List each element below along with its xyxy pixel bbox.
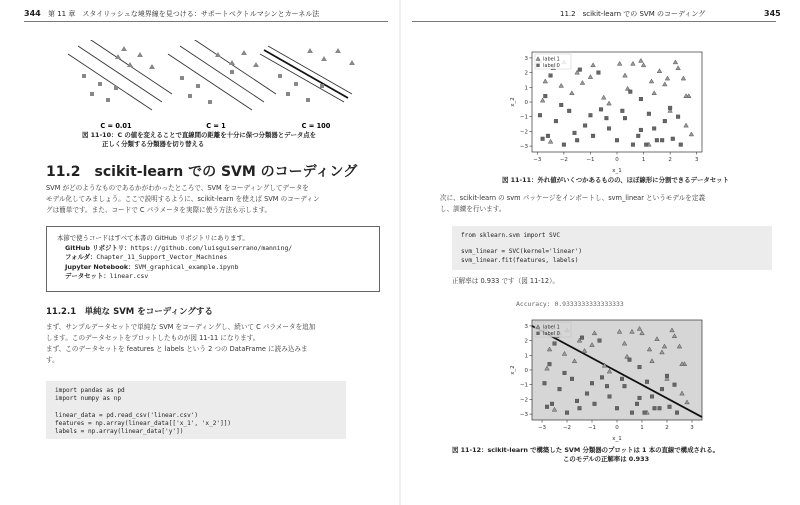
- data-point-label-0: [605, 116, 609, 120]
- y-tick-label: 3: [524, 55, 528, 62]
- legend-marker-label-0: [536, 64, 539, 67]
- y-tick-label: 3: [524, 323, 528, 330]
- y-tick-label: 1: [524, 85, 528, 92]
- data-point-label-0: [679, 143, 683, 147]
- info-item-folder: [57, 253, 369, 263]
- x-tick-label: 3: [690, 425, 694, 431]
- data-point-label-0: [580, 336, 584, 340]
- y-tick-label: −3: [519, 144, 528, 151]
- data-point-label-0: [660, 138, 664, 142]
- data-point-label-0: [548, 362, 552, 366]
- data-point-label-0: [553, 342, 557, 346]
- data-point-label-0: [570, 377, 574, 381]
- x-tick-label: 3: [694, 157, 699, 163]
- x-tick-label: 1: [641, 157, 646, 163]
- data-point-label-0: [668, 106, 672, 110]
- data-point-label-0: [673, 383, 677, 387]
- x-tick-label: −1: [587, 425, 597, 431]
- data-point-label-0: [639, 97, 643, 101]
- legend-label: label 0: [543, 331, 560, 338]
- y-axis-label: x_2: [510, 365, 516, 375]
- code-block-load-data: import pandas as pd import numpy as np linear_data = pd.read_csv('linear.csv') features = np.array(linear_data[['x_1', 'x_2']]) labels = np.array(linear_data['y']): [46, 381, 346, 439]
- figure-11-10: [60, 40, 380, 132]
- data-point-label-0: [650, 395, 654, 399]
- legend-label: label 1: [543, 324, 560, 331]
- data-point-label-0: [591, 134, 595, 138]
- data-point-label-0: [600, 376, 604, 380]
- info-item-dataset: [57, 272, 369, 282]
- data-point-label-0: [541, 137, 545, 141]
- data-point-label-0: [647, 112, 651, 116]
- data-point-label-0: [573, 131, 577, 135]
- data-point-label-0: [599, 108, 603, 112]
- data-point-label-0: [621, 109, 625, 113]
- x-tick-label: 1: [640, 425, 644, 431]
- data-point-label-0: [605, 384, 609, 388]
- x-axis-label: x_1: [612, 436, 622, 442]
- y-tick-label: −1: [519, 114, 528, 121]
- data-point-label-0: [565, 411, 569, 415]
- figure-11-10-caption-line-1: 図 11-10：C の値を変えることで直線間の距離を十分に保つ分類器とデータ点を: [82, 131, 317, 139]
- y-tick-label: 0: [524, 368, 528, 374]
- data-point-label-0: [608, 395, 612, 399]
- data-point-label-0: [676, 115, 680, 119]
- data-point-label-0: [635, 402, 639, 406]
- figure-11-10-caption-line-2: 正しく分類する分類器を切り替える: [102, 140, 205, 148]
- data-point-label-0: [575, 399, 579, 403]
- data-point-label-0: [546, 134, 550, 138]
- x-tick-label: 0: [615, 157, 619, 163]
- right-paragraph-line: し、訓練を行います。: [440, 205, 506, 213]
- left-head-rule: [24, 21, 388, 22]
- figure-11-12-caption-line-2: このモデルの正解率は 0.933: [563, 455, 650, 463]
- data-point-label-0: [550, 402, 554, 406]
- data-point-label-0: [597, 71, 601, 75]
- x-axis-label: x_1: [612, 168, 622, 174]
- data-point-label-0: [562, 143, 566, 147]
- legend-label: label 0: [543, 63, 560, 70]
- data-point-label-0: [545, 405, 549, 409]
- data-point-label-0: [645, 380, 649, 384]
- y-tick-label: 2: [524, 70, 528, 77]
- subsection-paragraph-line: まず、このデータセットを features と labels という 2 つの DataFrame に読み込みま: [46, 345, 308, 353]
- info-label: データセット：: [65, 272, 110, 280]
- figure-11-11-caption: 図 11-11：外れ値がいくつかあるものの、ほぼ線形に分割できるデータセット: [502, 176, 729, 184]
- subsection-title: 11.2.1 単純な SVM をコーディングする: [46, 307, 213, 317]
- legend-label: label 1: [543, 56, 560, 63]
- info-item-repository: [57, 244, 369, 254]
- data-point-label-0: [543, 381, 547, 385]
- dataset-name: linear.csv: [109, 272, 149, 280]
- data-point-label-0: [658, 406, 662, 410]
- subsection-paragraph: [46, 322, 380, 366]
- subsection-paragraph-line: す。: [46, 356, 59, 364]
- figure-11-12-chart: [508, 316, 706, 442]
- data-point-label-0: [638, 396, 642, 400]
- data-point-label-0: [615, 138, 619, 142]
- data-point-label-0: [663, 119, 667, 123]
- data-point-label-0: [607, 127, 611, 131]
- right-head-rule: [412, 21, 776, 22]
- figure-11-12-caption-line-1: 図 11-12：scikit-learn で構築した SVM 分類器のプロットは 1 本の直線で構成される。: [452, 446, 720, 454]
- data-point-label-0: [636, 134, 640, 138]
- accuracy-sentence: 正解率は 0.933 です（図 11-12）。: [452, 277, 559, 285]
- y-axis-label: x_2: [510, 97, 516, 107]
- data-point-label-0: [593, 402, 597, 406]
- figure-11-11-chart: [508, 48, 706, 174]
- x-tick-label: 0: [615, 425, 619, 431]
- panel-c-1: [168, 40, 276, 110]
- data-point-label-0: [628, 90, 632, 94]
- notebook-name: SVM_graphical_example.ipynb: [134, 262, 239, 271]
- section-paragraph-line: SVM がどのようなものであるかがわかったところで、SVM をコーディングしてデータを: [46, 184, 309, 192]
- y-tick-label: −2: [519, 129, 528, 136]
- data-point-label-0: [559, 103, 563, 107]
- y-tick-label: −3: [519, 412, 528, 419]
- subsection-paragraph-line: します。このデータセットをプロットしたものが図 11-11 になります。: [46, 334, 260, 342]
- panel-c-100: [260, 46, 355, 102]
- x-tick-label: 2: [665, 425, 669, 431]
- section-paragraph: [46, 183, 376, 216]
- data-point-label-0: [578, 406, 582, 410]
- data-point-label-0: [639, 128, 643, 132]
- data-point-label-0: [675, 411, 679, 415]
- data-point-label-0: [598, 339, 602, 343]
- data-point-label-0: [615, 406, 619, 410]
- legend-marker-label-0: [536, 332, 539, 335]
- data-point-label-0: [554, 119, 558, 123]
- info-label: Jupyter Notebook：: [65, 262, 135, 271]
- data-point-label-0: [563, 371, 567, 375]
- data-point-label-0: [653, 406, 657, 410]
- x-tick-label: −3: [537, 425, 547, 431]
- info-label: フォルダ：: [65, 253, 97, 261]
- data-point-label-0: [583, 124, 587, 128]
- repository-url: https://github.com/luisguiserrano/manning/: [130, 243, 293, 252]
- y-tick-label: 1: [524, 353, 528, 360]
- x-tick-label: −2: [559, 157, 568, 163]
- data-point-label-0: [643, 411, 647, 415]
- section-title: 11.2 scikit-learn での SVM のコーディング: [46, 164, 358, 180]
- github-info-box: [46, 226, 380, 292]
- right-running-head: 11.2 scikit-learn での SVM のコーディング: [560, 10, 706, 18]
- data-point-label-0: [543, 94, 547, 98]
- x-tick-label: −1: [586, 157, 595, 163]
- data-point-label-0: [638, 365, 642, 369]
- right-paragraph: [440, 193, 780, 215]
- info-label: GitHub リポジトリ：: [65, 243, 131, 252]
- data-point-label-0: [644, 143, 648, 147]
- data-point-label-0: [671, 137, 675, 141]
- data-point-label-0: [590, 381, 594, 385]
- folder-name: Chapter_11_Support_Vector_Machines: [96, 253, 228, 261]
- left-page-number: 344: [24, 9, 41, 18]
- data-point-label-0: [538, 113, 542, 117]
- info-box-intro: 本節で使うコードはすべて本書の GitHub リポジトリにあります。: [57, 234, 249, 242]
- data-point-label-0: [585, 392, 589, 396]
- y-tick-label: 0: [524, 100, 528, 106]
- data-point-label-0: [665, 374, 669, 378]
- subsection-paragraph-line: まず、サンプルデータセットで単純な SVM をコーディングし、続いて C パラメータを追加: [46, 323, 316, 331]
- accuracy-output: Accuracy: 0.9333333333333333: [516, 300, 624, 308]
- section-paragraph-line: モデル化してみましょう。ここで説明するように、scikit-learn を使えば SVM のコーディン: [46, 195, 320, 203]
- y-tick-label: −2: [519, 397, 528, 404]
- data-point-label-0: [623, 116, 627, 120]
- data-point-label-0: [631, 143, 635, 147]
- data-point-label-0: [628, 358, 632, 362]
- panel-c-001: [68, 40, 172, 110]
- code-block-train-svm: from sklearn.svm import SVC svm_linear = SVC(kernel='linear') svm_linear.fit(features, labels): [452, 226, 772, 270]
- data-point-label-0: [620, 377, 624, 381]
- data-point-label-0: [630, 411, 634, 415]
- y-tick-label: −1: [519, 382, 528, 389]
- panel-label-c-1: C = 1: [206, 122, 226, 130]
- section-paragraph-line: グは簡単です。また、コードで C パラメータを実際に使う方法も示します。: [46, 206, 272, 214]
- info-item-notebook: [57, 263, 369, 273]
- data-point-label-0: [575, 138, 579, 142]
- right-page-number: 345: [764, 9, 781, 18]
- x-tick-label: −3: [533, 157, 542, 163]
- right-paragraph-line: 次に、scikit-learn の svm パッケージをインポートし、svm_linear というモデルを定義: [440, 194, 706, 202]
- data-point-label-0: [558, 387, 562, 391]
- panel-label-c-100: C = 100: [301, 122, 331, 130]
- data-point-label-0: [549, 74, 553, 78]
- data-point-label-0: [652, 127, 656, 131]
- data-point-label-0: [567, 109, 571, 113]
- x-tick-label: −2: [562, 425, 572, 431]
- y-tick-label: 2: [524, 338, 528, 345]
- x-tick-label: 2: [668, 157, 672, 163]
- data-point-label-0: [578, 68, 582, 72]
- data-point-label-0: [668, 405, 672, 409]
- panel-label-c-001: C = 0.01: [100, 122, 132, 130]
- data-point-label-0: [655, 138, 659, 142]
- data-point-label-0: [589, 113, 593, 117]
- page-gutter: [399, 0, 401, 505]
- data-point-label-0: [660, 387, 664, 391]
- data-point-label-0: [623, 384, 627, 388]
- left-running-head: 第 11 章 スタイリッシュな境界線を見つける：サポートベクトルマシンとカーネル法: [48, 10, 320, 18]
